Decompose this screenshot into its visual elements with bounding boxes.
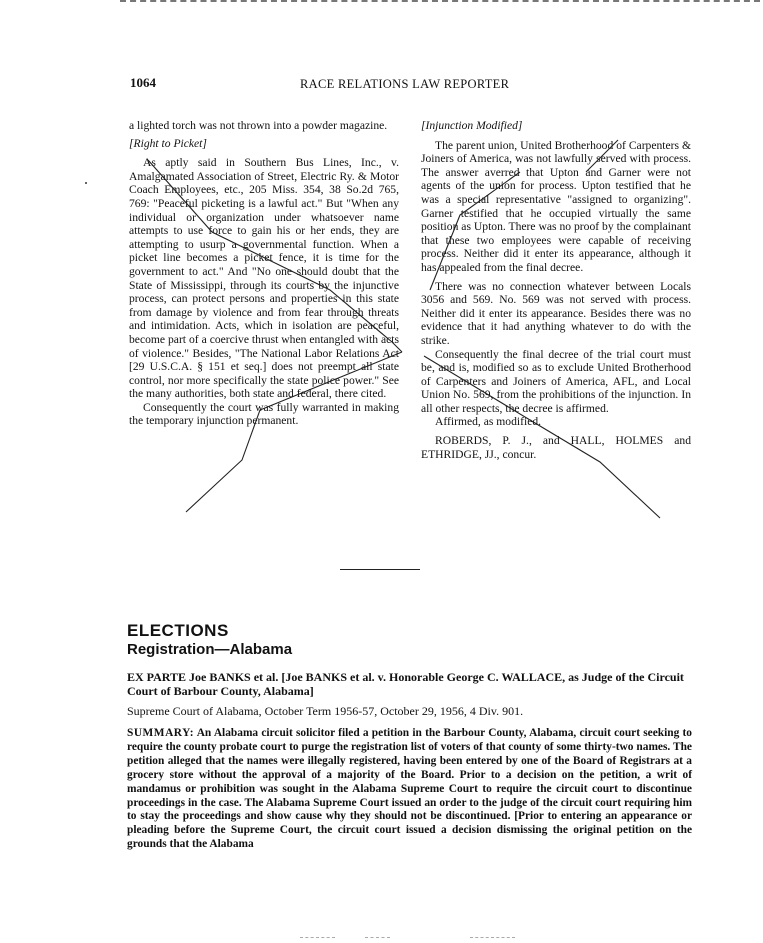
left-paragraph-3: Consequently the court was fully warranted in making the temporary injunction permanent. bbox=[129, 400, 399, 428]
summary-label: SUMMARY: bbox=[127, 727, 195, 739]
page-number: 1064 bbox=[130, 75, 156, 90]
section-divider bbox=[340, 569, 420, 570]
right-paragraph-3: Consequently the final decree of the trial court must be, and is, modified so as to exclude United Brotherhood of Carpenters and Joiners of America, AFL, and Local Union No. 569, from the prohibitions of the injunction. In all other respects, the decree is affirmed. bbox=[421, 347, 691, 415]
bottom-scan-edge-1 bbox=[300, 937, 335, 938]
left-paragraph-2: As aptly said in Southern Bus Lines, Inc., v. Amalgamated Association of Street, Electric Ry. & Motor Coach Employees, etc., 205 Miss. 354, 38 So.2d 765, 769: "Peaceful picketing is a lawful act." But "When any individual or organization under whatsoever name attempts to use force to gain his or her ends, they are attempting to usurp a governmental function. When a picket line becomes a picket fence, it is time for the government to act." And "No one should doubt that the State of Mississippi, through its courts by the injunctive process, can protect persons and properties in this state from damage by violence and from fear through threats and intimidation. Acts, which in isolation are peaceful, become part of a coercive thrust when entangled with acts of violence." Besides, "The National Labor Relations Act [29 U.S.C.A. § 151 et seq.] does not preempt all state control, nor more specifically the state police power." See the many authorities, both state and federal, there cited. bbox=[129, 156, 399, 401]
summary bbox=[127, 727, 692, 852]
scan-speck bbox=[85, 182, 87, 184]
bottom-scan-edge-2 bbox=[365, 937, 390, 938]
section-title: ELECTIONS bbox=[127, 621, 229, 640]
right-paragraph-4: Affirmed, as modified. bbox=[435, 415, 542, 429]
top-scan-edge bbox=[120, 0, 760, 2]
section-subtitle: Registration—Alabama bbox=[127, 641, 293, 658]
summary-text: An Alabama circuit solicitor filed a petition in the Barbour County, Alabama, circuit court seeking to require the county probate court to purge the registration list of voters of that county of some thirty-two names. The petition alleged that the names were illegally registered, having been entered by one of the Board of Registrars at a grocery store without the approval of a majority of the Board. Prior to a decision on the petition, a writ of mandamus or prohibition was sought in the Alabama Supreme Court to require the circuit court to discontinue proceedings in the case. The Alabama Supreme Court issued an order to the judge of the circuit court requiring him to stay the proceedings and show cause why they should not be discontinued. [Prior to entering an appearance or pleading before the Supreme Court, the circuit court issued a decision dismissing the original petition on the grounds that the Alabama bbox=[127, 727, 692, 851]
right-paragraph-1: The parent union, United Brotherhood of Carpenters & Joiners of America, was not lawfully served with process. The answer averred that Upton and Garner were not agents of the union for process. Upton testified that he was a special representative "assigned to organizing". Garner testified that he occupied virtually the same position as Upton. There was no proof by the complainant that these two employees were capable of receiving process. Neither did it enter its appearance, although it has appealed from the final decree. bbox=[421, 138, 691, 274]
case-title: EX PARTE Joe BANKS et al. [Joe BANKS et al. v. Honorable George C. WALLACE, as Judge of the Circuit Court of Barbour County, Alabama] bbox=[127, 670, 684, 698]
court-line: Supreme Court of Alabama, October Term 1956-57, October 29, 1956, 4 Div. 901. bbox=[127, 704, 524, 718]
heading-injunction-modified: [Injunction Modified] bbox=[421, 119, 523, 132]
left-paragraph-1: a lighted torch was not thrown into a powder magazine. bbox=[129, 119, 388, 132]
right-paragraph-2: There was no connection whatever between Locals 3056 and 569. No. 569 was not served with process. Neither did it enter its appearance. Besides there was no evidence that it had anything whatever to do with the strike. bbox=[421, 279, 691, 347]
running-head: RACE RELATIONS LAW REPORTER bbox=[300, 77, 510, 91]
bottom-scan-edge-3 bbox=[470, 937, 515, 938]
left-column bbox=[129, 119, 399, 428]
heading-right-to-picket: [Right to Picket] bbox=[129, 136, 207, 150]
concurrence-line: ROBERDS, P. J., and HALL, HOLMES and ETHRIDGE, JJ., concur. bbox=[421, 434, 691, 461]
right-column bbox=[421, 119, 691, 461]
